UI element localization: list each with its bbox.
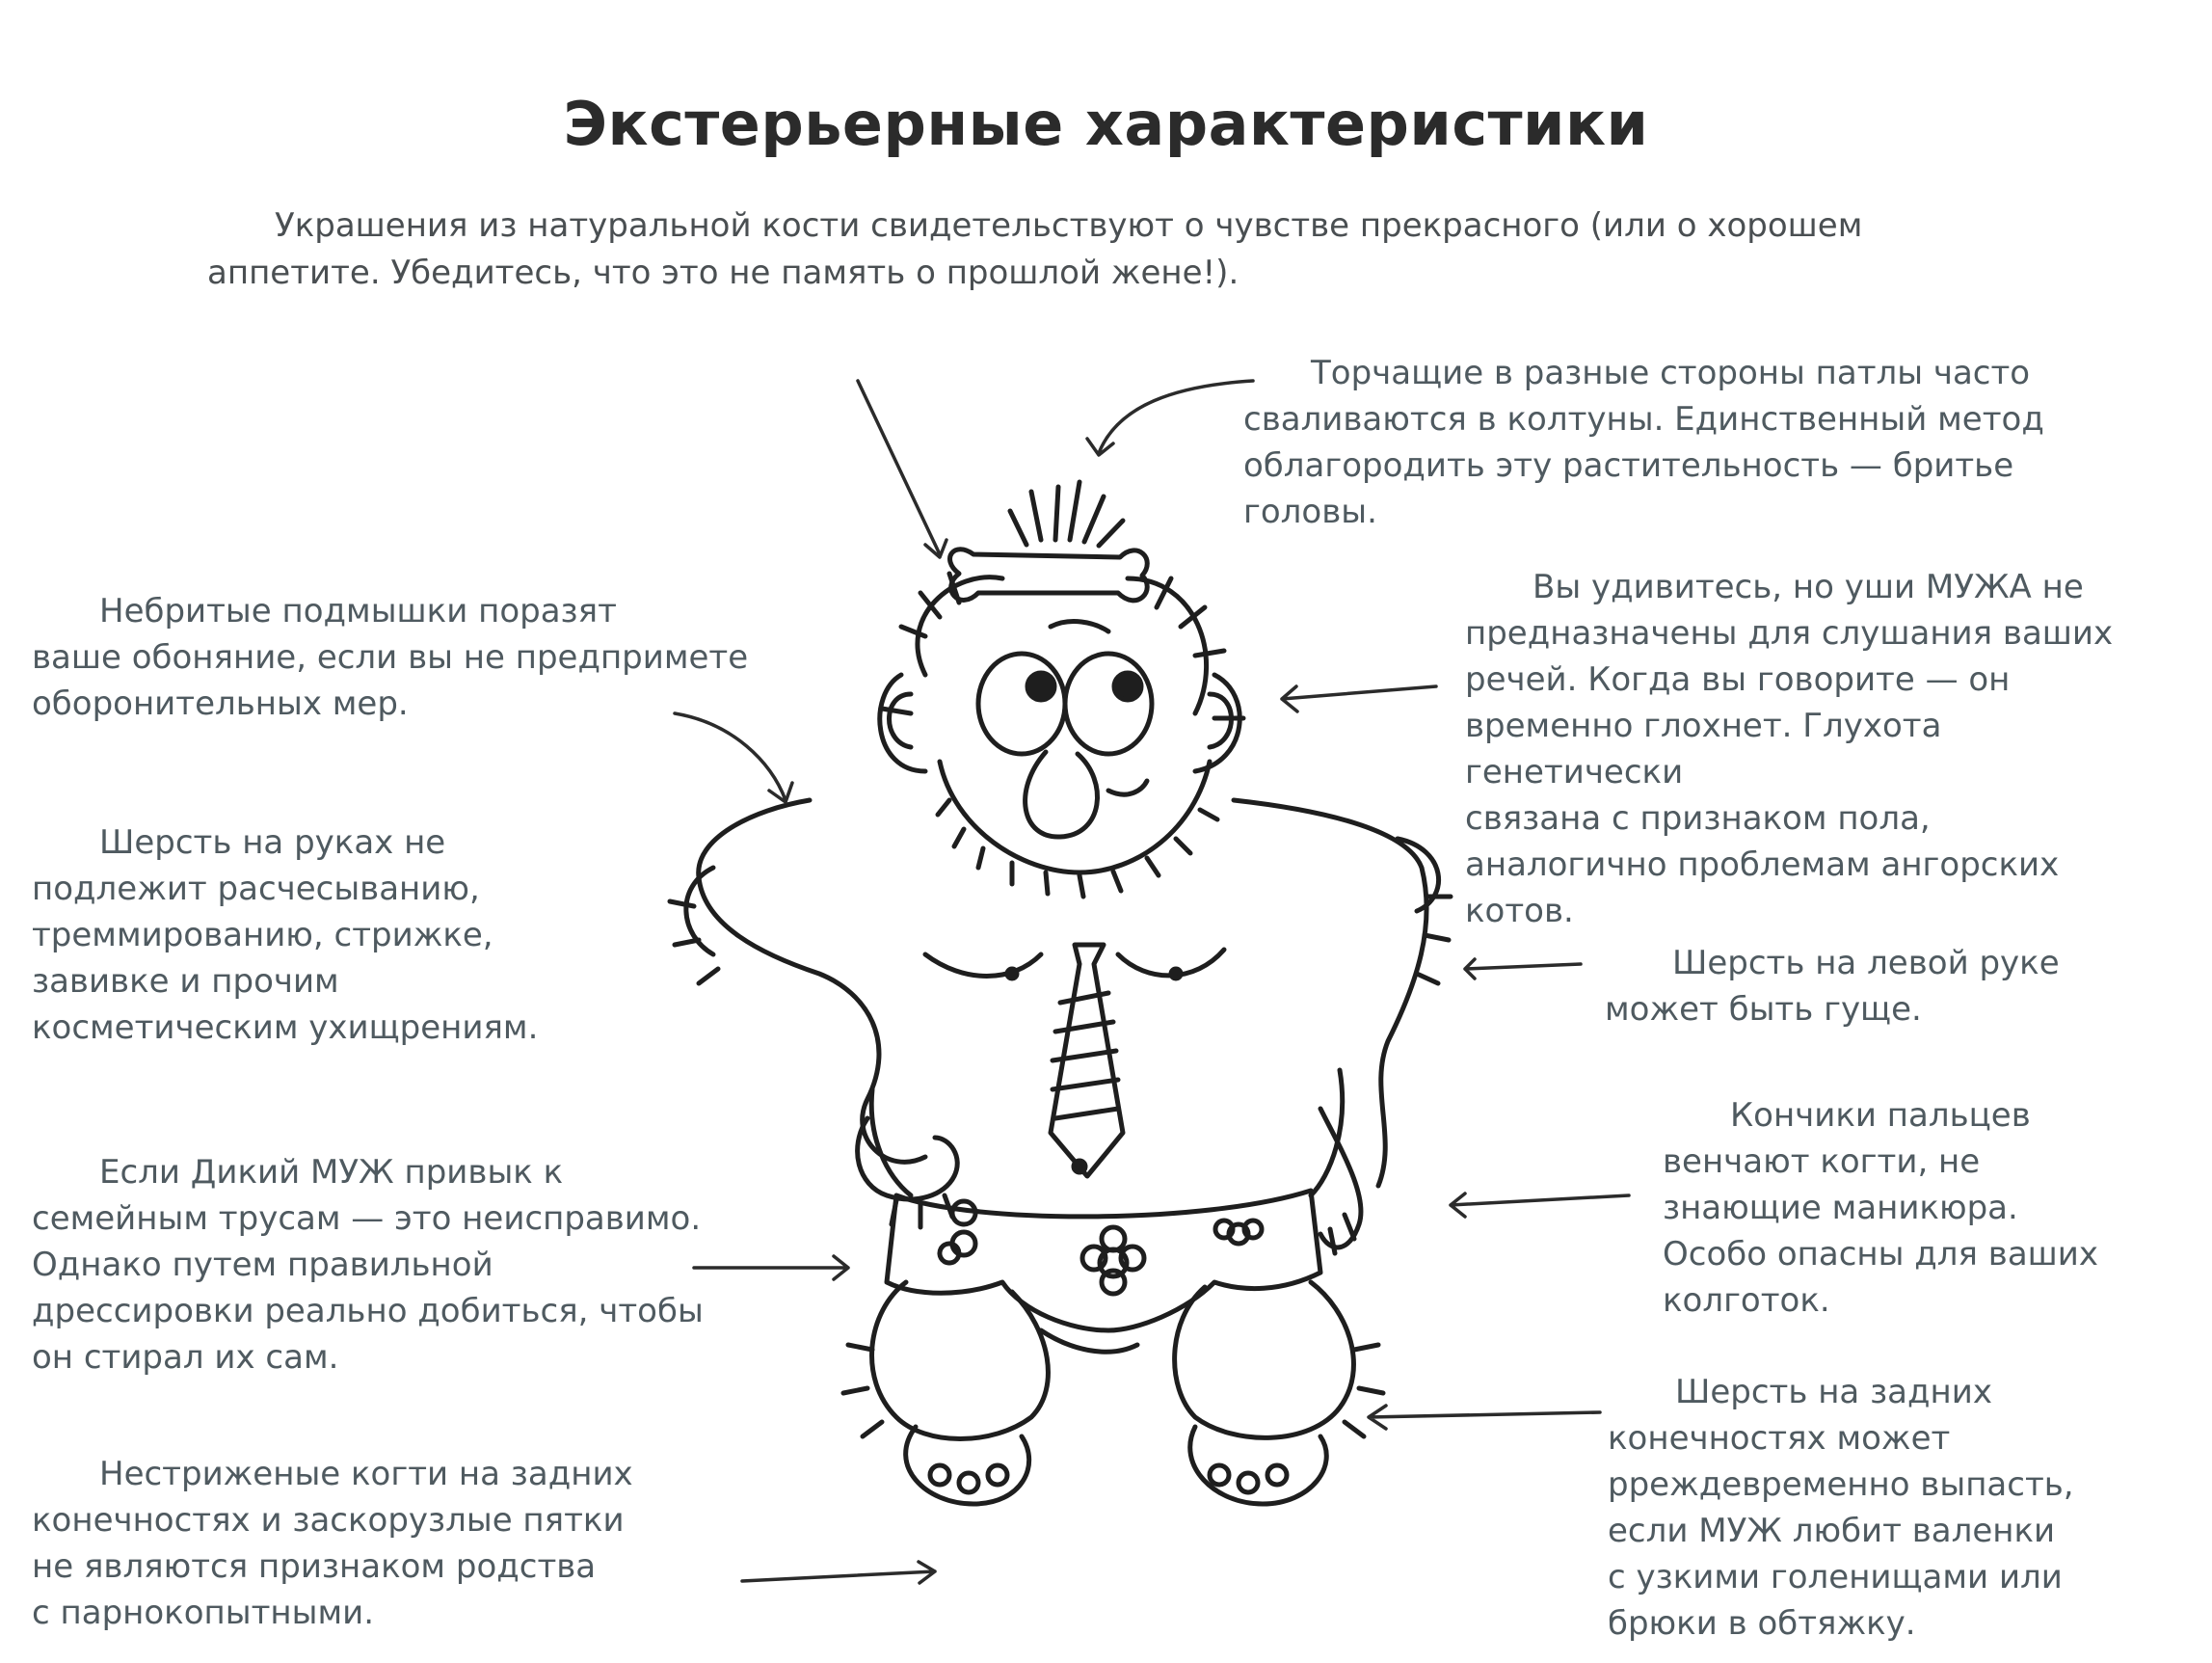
legs (843, 1282, 1383, 1439)
note-hair: Торчащие в разные стороны патлы часто сваливаются в колтуны. Единственный метод облагородить эту растительность — бритье головы. (1243, 354, 2044, 531)
note-ears: Вы удивитесь, но уши МУЖА не предназначены для слушания ваших речей. Когда вы говорите — он временно глохнет. Глухота генетически связана с признаком пола, аналогично проблемам ангорских котов. (1465, 568, 2114, 930)
note-underwear: Если Дикий МУЖ привык к семейным трусам — это неисправимо. Однако путем правильной дрессировки реально добиться, чтобы он стирал их сам. (32, 1153, 704, 1377)
note-armpits: Небритые подмышки поразят ваше обоняние, если вы не предпримете оборонительных мер. (32, 592, 749, 723)
annotation-arrows (675, 381, 1629, 1583)
underwear (887, 1191, 1320, 1330)
hair-tuft (1010, 482, 1123, 546)
eyes (978, 654, 1152, 754)
note-arm-hair: Шерсть на руках не подлежит расчесыванию, треммированию, стрижке, завивке и прочим косметическим ухищрениям. (32, 823, 539, 1047)
note-fingertips: Кончики пальцев венчают когти, не знающие маникюра. Особо опасны для ваших колготок. (1663, 1096, 2098, 1320)
bone-icon (950, 550, 1148, 601)
note-claws: Нестриженые когти на задних конечностях и заскорузлые пятки не являются признаком родства с парнокопытными. (32, 1455, 633, 1632)
page-title: Экстерьерные характеристики (563, 89, 1649, 159)
note-legs: Шерсть на задних конечностях может pреждевременно выпасть, если МУЖ любит валенки с узкими голенищами или брюки в обтяжку. (1608, 1373, 2074, 1643)
head (880, 574, 1243, 771)
nose (1026, 752, 1098, 837)
note-left-arm: Шерсть на левой руке может быть гуще. (1605, 944, 2060, 1029)
intro-paragraph: Украшения из натуральной кости свидетельствуют о чувстве прекрасного (или о хорошем аппетите. Убедитесь, что это не память о прошлой жене!). (207, 206, 1863, 292)
beard (938, 762, 1217, 897)
hands (858, 1109, 1361, 1253)
tie-icon (1051, 945, 1123, 1176)
